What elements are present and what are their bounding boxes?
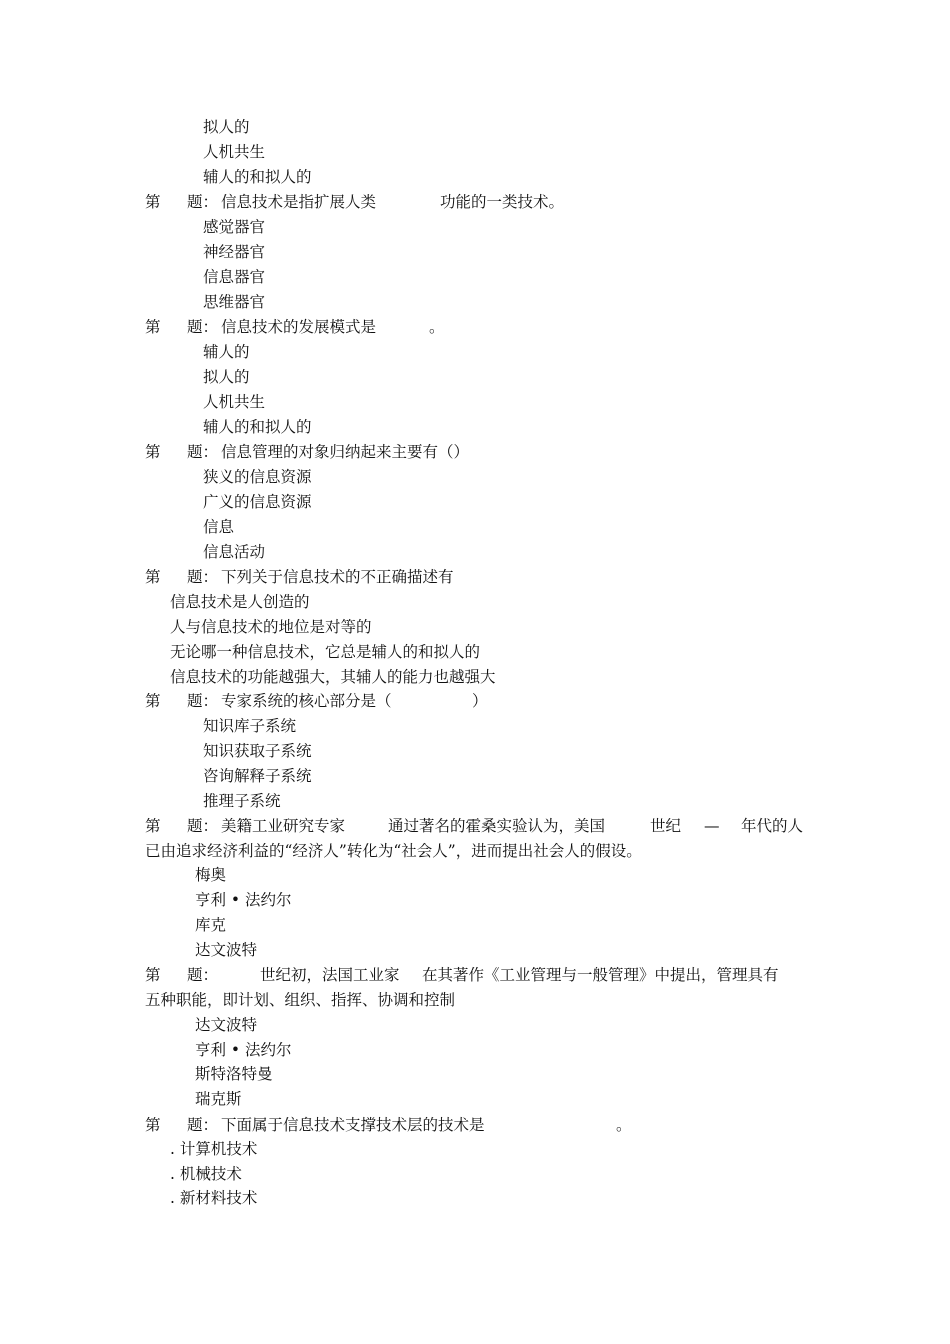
- option-text: 推理子系统: [203, 792, 281, 810]
- question-text: 通过著名的霍桑实验认为，美国: [388, 817, 606, 835]
- option-text: 达文波特: [195, 1016, 258, 1034]
- option-text: 辅人的: [203, 343, 250, 361]
- question-text: 已由追求经济利益的“经济人”转化为“社会人”，进而提出社会人的假设。: [145, 842, 642, 860]
- question-text: 功能的一类技术。: [440, 193, 565, 211]
- option-text: 知识获取子系统: [203, 742, 312, 760]
- option-text: 神经器官: [203, 243, 266, 261]
- question-label: 题：: [187, 443, 219, 461]
- option-text: . 计算机技术: [170, 1140, 258, 1158]
- option-text: 亨利 • 法约尔: [195, 1041, 292, 1059]
- option-text: 信息器官: [203, 268, 266, 286]
- option-text: 信息技术是人创造的: [170, 593, 310, 611]
- question-text: —: [704, 817, 720, 835]
- option-text: 信息技术的功能越强大，其辅人的能力也越强大: [170, 668, 496, 686]
- option-text: 人机共生: [203, 143, 266, 161]
- option-text: 拟人的: [203, 118, 250, 136]
- option-text: 瑞克斯: [195, 1090, 242, 1108]
- question-number: 第: [145, 966, 161, 984]
- option-text: 辅人的和拟人的: [203, 418, 312, 436]
- question-text: 美籍工业研究专家: [221, 817, 346, 835]
- option-text: 信息: [203, 518, 235, 536]
- question-label: 题：: [187, 568, 219, 586]
- question-label: 题：: [187, 966, 219, 984]
- option-text: 斯特洛特曼: [195, 1065, 273, 1083]
- question-text: 专家系统的核心部分是（: [221, 692, 392, 710]
- option-text: 广义的信息资源: [203, 493, 312, 511]
- option-text: 人与信息技术的地位是对等的: [170, 618, 372, 636]
- option-text: 达文波特: [195, 941, 258, 959]
- question-text: 。: [429, 318, 445, 336]
- question-text: 信息技术是指扩展人类: [221, 193, 377, 211]
- option-text: 思维器官: [203, 293, 266, 311]
- question-label: 题：: [187, 817, 219, 835]
- question-text: 下列关于信息技术的不正确描述有: [221, 568, 454, 586]
- question-label: 题：: [187, 318, 219, 336]
- option-text: 无论哪一种信息技术，它总是辅人的和拟人的: [170, 643, 481, 661]
- question-text: 下面属于信息技术支撑技术层的技术是: [221, 1116, 485, 1134]
- question-text: 信息管理的对象归纳起来主要有（）: [221, 443, 470, 461]
- option-text: 亨利 • 法约尔: [195, 891, 292, 909]
- option-text: 信息活动: [203, 543, 266, 561]
- option-text: 人机共生: [203, 393, 266, 411]
- option-text: . 新材料技术: [170, 1189, 258, 1207]
- question-text: 在其著作《工业管理与一般管理》中提出，管理具有: [422, 966, 779, 984]
- question-label: 题：: [187, 1116, 219, 1134]
- option-text: . 机械技术: [170, 1165, 242, 1183]
- option-text: 感觉器官: [203, 218, 266, 236]
- question-text: 。: [616, 1116, 632, 1134]
- question-number: 第: [145, 1116, 161, 1134]
- option-text: 辅人的和拟人的: [203, 168, 312, 186]
- question-text: ）: [472, 692, 488, 710]
- question-label: 题：: [187, 692, 219, 710]
- option-text: 库克: [195, 916, 227, 934]
- question-text: 世纪: [650, 817, 682, 835]
- question-text: 年代的人: [741, 817, 804, 835]
- question-number: 第: [145, 568, 161, 586]
- question-number: 第: [145, 318, 161, 336]
- question-text: 信息技术的发展模式是: [221, 318, 377, 336]
- question-number: 第: [145, 817, 161, 835]
- option-text: 狭义的信息资源: [203, 468, 312, 486]
- question-number: 第: [145, 692, 161, 710]
- question-number: 第: [145, 193, 161, 211]
- option-text: 知识库子系统: [203, 717, 297, 735]
- question-text: 五种职能，即计划、组织、指挥、协调和控制: [145, 991, 456, 1009]
- question-label: 题：: [187, 193, 219, 211]
- question-text: 世纪初，法国工业家: [260, 966, 400, 984]
- question-number: 第: [145, 443, 161, 461]
- option-text: 梅奥: [195, 866, 227, 884]
- option-text: 拟人的: [203, 368, 250, 386]
- option-text: 咨询解释子系统: [203, 767, 312, 785]
